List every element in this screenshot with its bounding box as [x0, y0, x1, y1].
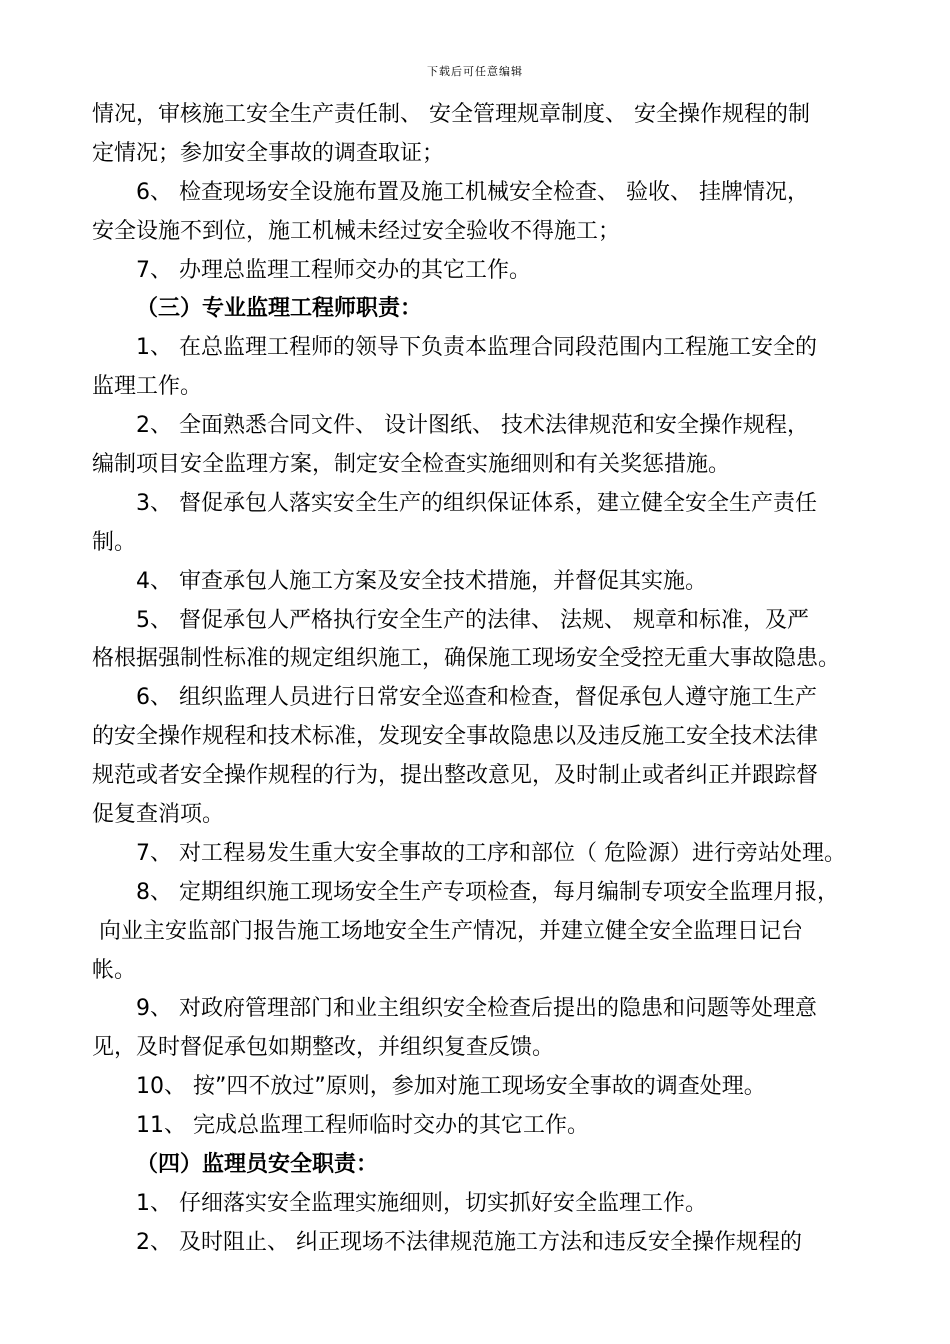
text-line: 6、 检查现场安全设施布置及施工机械安全检查、 验收、 挂牌情况， — [136, 179, 809, 205]
text-line: 4、 审查承包人施工方案及安全技术措施，并督促其实施。 — [136, 568, 707, 594]
text-line: 2、 及时阻止、 纠正现场不法律规范施工方法和违反安全操作规程的 — [136, 1229, 802, 1255]
page-header: 下载后可任意编辑 — [427, 65, 523, 78]
section-heading: （三）专业监理工程师职责： — [136, 296, 423, 322]
text-line: 向业主安监部门报告施工场地安全生产情况，并建立健全安全监理日记台 — [92, 918, 803, 944]
text-line: 定情况；参加安全事故的调查取证； — [92, 140, 445, 166]
text-line: 9、 对政府管理部门和业主组织安全检查后提出的隐患和问题等处理意 — [136, 996, 817, 1022]
text-line: 制。 — [92, 529, 137, 555]
text-line: 6、 组织监理人员进行日常安全巡查和检查，督促承包人遵守施工生产 — [136, 685, 817, 711]
text-line: 10、 按”四不放过”原则，参加对施工现场安全事故的调查处理。 — [136, 1074, 766, 1100]
text-line: 3、 督促承包人落实安全生产的组织保证体系，建立健全安全生产责任 — [136, 490, 817, 516]
text-line: 编制项目安全监理方案，制定安全检查实施细则和有关奖惩措施。 — [92, 452, 731, 478]
text-line: 5、 督促承包人严格执行安全生产的法律、 法规、 规章和标准，及严 — [136, 607, 809, 633]
text-line: 监理工作。 — [92, 374, 203, 400]
text-line: 格根据强制性标准的规定组织施工，确保施工现场安全受控无重大事故隐患。 — [92, 646, 841, 672]
text-line: 情况，审核施工安全生产责任制、 安全管理规章制度、 安全操作规程的制 — [92, 102, 810, 127]
text-line: 7、 办理总监理工程师交办的其它工作。 — [136, 257, 531, 283]
text-line: 促复查消项。 — [92, 802, 225, 828]
text-line: 见，及时督促承包如期整改，并组织复查反馈。 — [92, 1035, 555, 1061]
text-line: 的安全操作规程和技术标准，发现安全事故隐患以及违反施工安全技术法律 — [92, 724, 819, 750]
text-line: 7、 对工程易发生重大安全事故的工序和部位（ 危险源）进行旁站处理。 — [136, 840, 846, 866]
text-line: 帐。 — [92, 957, 137, 983]
text-line: 1、 在总监理工程师的领导下负责本监理合同段范围内工程施工安全的 — [136, 335, 817, 361]
text-line: 2、 全面熟悉合同文件、 设计图纸、 技术法律规范和安全操作规程， — [136, 413, 809, 439]
text-line: 8、 定期组织施工现场安全生产专项检查，每月编制专项安全监理月报， — [136, 879, 839, 905]
document-body — [92, 96, 864, 1263]
text-line: 规范或者安全操作规程的行为，提出整改意见，及时制止或者纠正并跟踪督 — [92, 763, 819, 789]
section-heading: （四）监理员安全职责： — [136, 1152, 379, 1178]
text-line: 1、 仔细落实安全监理实施细则，切实抓好安全监理工作。 — [136, 1190, 707, 1216]
text-line: 11、 完成总监理工程师临时交办的其它工作。 — [136, 1113, 589, 1139]
text-line: 安全设施不到位，施工机械未经过安全验收不得施工； — [92, 218, 621, 244]
